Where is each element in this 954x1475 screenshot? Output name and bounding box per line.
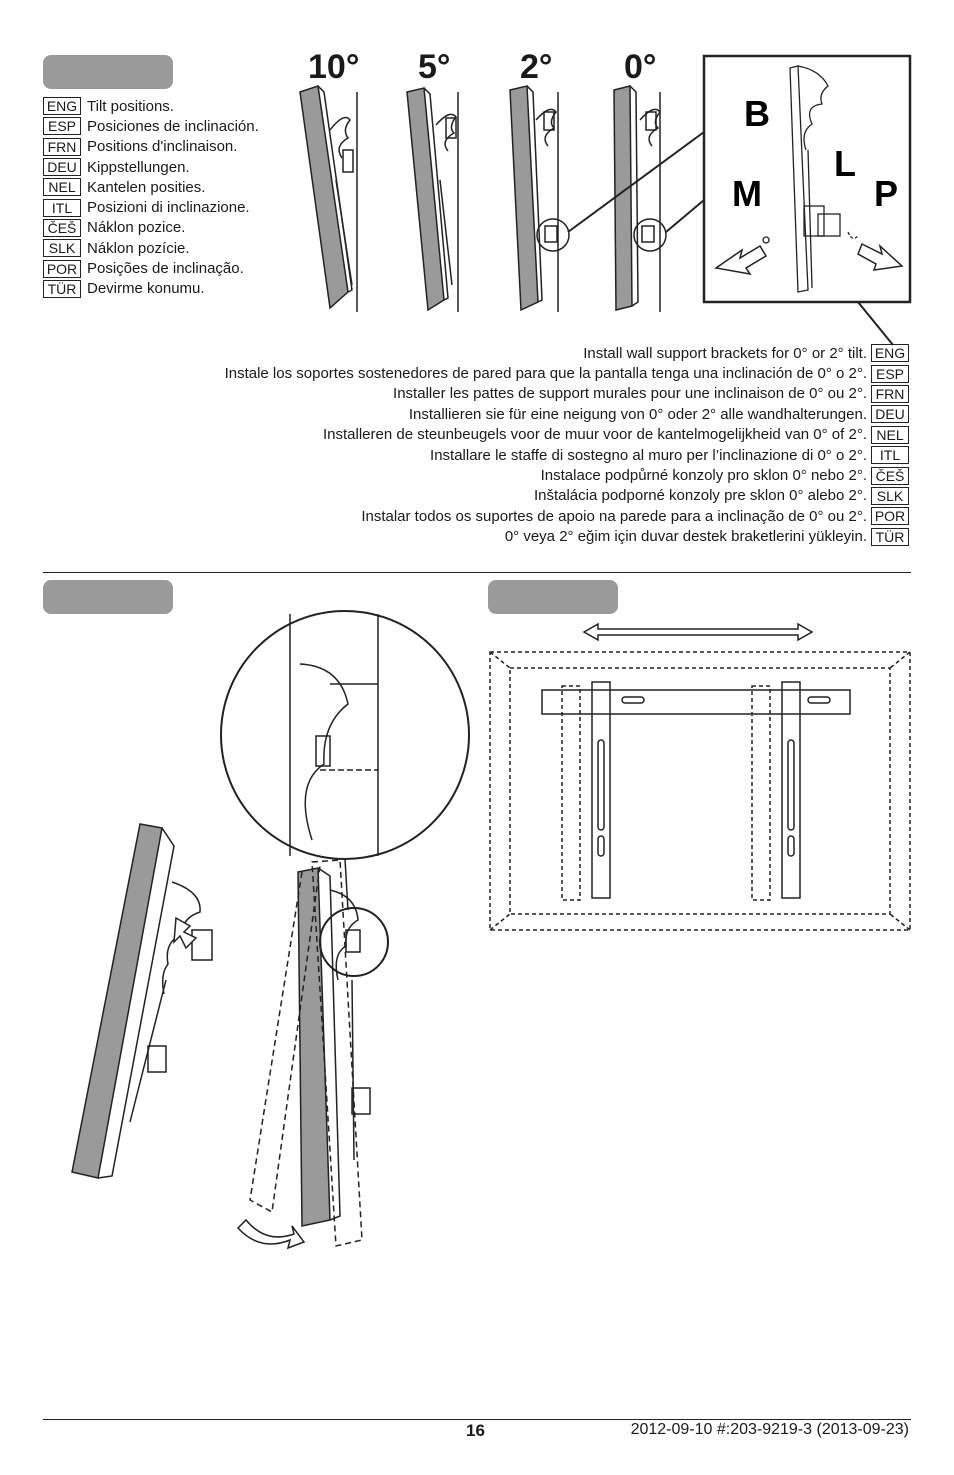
lang-text: Inštalácia podporné konzoly pre sklon 0° alebo 2°. bbox=[533, 487, 867, 505]
lang-text: Installeren de steunbeugels voor de muur voor de kantelmogelijkheid van 0° of 2°. bbox=[323, 426, 867, 444]
tv-tilt-2-illustration bbox=[510, 86, 569, 312]
lang-row bbox=[225, 506, 909, 526]
footer-info: 2012-09-10 #:203-9219-3 (2013-09-23) bbox=[630, 1421, 909, 1438]
lang-text: Tilt positions. bbox=[87, 97, 174, 115]
tv-tilt-5-illustration bbox=[407, 88, 458, 312]
page-number: 16 bbox=[466, 1421, 485, 1440]
lang-code: NEL bbox=[43, 178, 81, 196]
lang-code: SLK bbox=[43, 239, 81, 257]
lang-code: TÜR bbox=[43, 280, 81, 298]
tv-tilt-10-illustration bbox=[300, 86, 357, 312]
bracket-slide-illustration bbox=[480, 600, 920, 940]
lang-text: Posiciones de inclinación. bbox=[87, 117, 259, 135]
lang-code: ESP bbox=[43, 117, 81, 135]
tv-tilt-0-illustration bbox=[614, 86, 666, 312]
lang-row bbox=[225, 404, 909, 424]
callout-m: M bbox=[732, 173, 762, 214]
lang-code: FRN bbox=[871, 385, 909, 403]
bracket-detail-box bbox=[704, 56, 910, 302]
lang-code: FRN bbox=[43, 138, 81, 156]
lang-text: Installer les pattes de support murales pour une inclinaison de 0° ou 2°. bbox=[393, 385, 867, 403]
callout-b: B bbox=[744, 93, 770, 134]
lang-text: Posições de inclinação. bbox=[87, 260, 244, 278]
lang-code: ČEŠ bbox=[871, 467, 909, 485]
tilt-angle-label: 2° bbox=[520, 48, 553, 86]
lang-code: TÜR bbox=[871, 528, 909, 546]
lang-code: DEU bbox=[871, 405, 909, 423]
lang-row bbox=[225, 363, 909, 383]
lang-text: Kippstellungen. bbox=[87, 158, 190, 176]
lang-code: SLK bbox=[871, 487, 909, 505]
lang-code: POR bbox=[43, 260, 81, 278]
lang-text: Devirme konumu. bbox=[87, 280, 205, 298]
lang-text: Náklon pozície. bbox=[87, 239, 190, 257]
tilt-angle-label: 5° bbox=[418, 48, 451, 86]
tilt-angle-label: 0° bbox=[624, 48, 657, 86]
lang-text: Instalace podpůrné konzoly pro sklon 0° nebo 2°. bbox=[540, 467, 867, 485]
lang-text: Installare le staffe di sostegno al muro per l’inclinazione di 0° o 2°. bbox=[430, 446, 867, 464]
section-divider bbox=[43, 572, 911, 573]
lang-text: 0° veya 2° eğim için duvar destek braketlerini yükleyin. bbox=[504, 528, 867, 546]
lang-text: Install wall support brackets for 0° or 2° tilt. bbox=[583, 344, 867, 362]
lang-row bbox=[225, 527, 909, 547]
lang-text: Posizioni di inclinazione. bbox=[87, 199, 250, 217]
lang-code: ITL bbox=[871, 446, 909, 464]
lang-code: ČEŠ bbox=[43, 219, 81, 237]
lang-row bbox=[225, 343, 909, 363]
lang-code: POR bbox=[871, 507, 909, 525]
lang-code: ENG bbox=[871, 344, 909, 362]
tv-hanging-illustration bbox=[0, 600, 480, 1300]
lang-text: Instale los soportes sostenedores de pared para que la pantalla tenga una inclinación de 0° o 2°. bbox=[224, 365, 867, 383]
lang-code: DEU bbox=[43, 158, 81, 176]
lang-code: NEL bbox=[871, 426, 909, 444]
lang-code: ITL bbox=[43, 199, 81, 217]
lang-row bbox=[225, 465, 909, 485]
lang-text: Náklon pozice. bbox=[87, 219, 186, 237]
footer-divider bbox=[43, 1419, 911, 1420]
tilt-angle-label: 10° bbox=[308, 48, 360, 86]
lang-text: Kantelen posities. bbox=[87, 178, 206, 196]
lang-code: ENG bbox=[43, 97, 81, 115]
lang-row bbox=[225, 486, 909, 506]
lang-code: ESP bbox=[871, 365, 909, 383]
callout-l: L bbox=[834, 143, 856, 184]
lang-text: Installieren sie für eine neigung von 0° oder 2° alle wandhalterungen. bbox=[408, 405, 867, 423]
callout-p: P bbox=[874, 173, 899, 214]
lang-text: Instalar todos os suportes de apoio na parede para a inclinação de 0° ou 2°. bbox=[361, 507, 867, 525]
lang-row bbox=[225, 445, 909, 465]
double-arrow-icon bbox=[584, 624, 812, 640]
lang-text: Positions d'inclinaison. bbox=[87, 138, 238, 156]
lang-row bbox=[225, 384, 909, 404]
lang-row bbox=[225, 425, 909, 445]
rotate-arrow-icon bbox=[238, 1220, 304, 1248]
install-brackets-list bbox=[225, 343, 909, 547]
